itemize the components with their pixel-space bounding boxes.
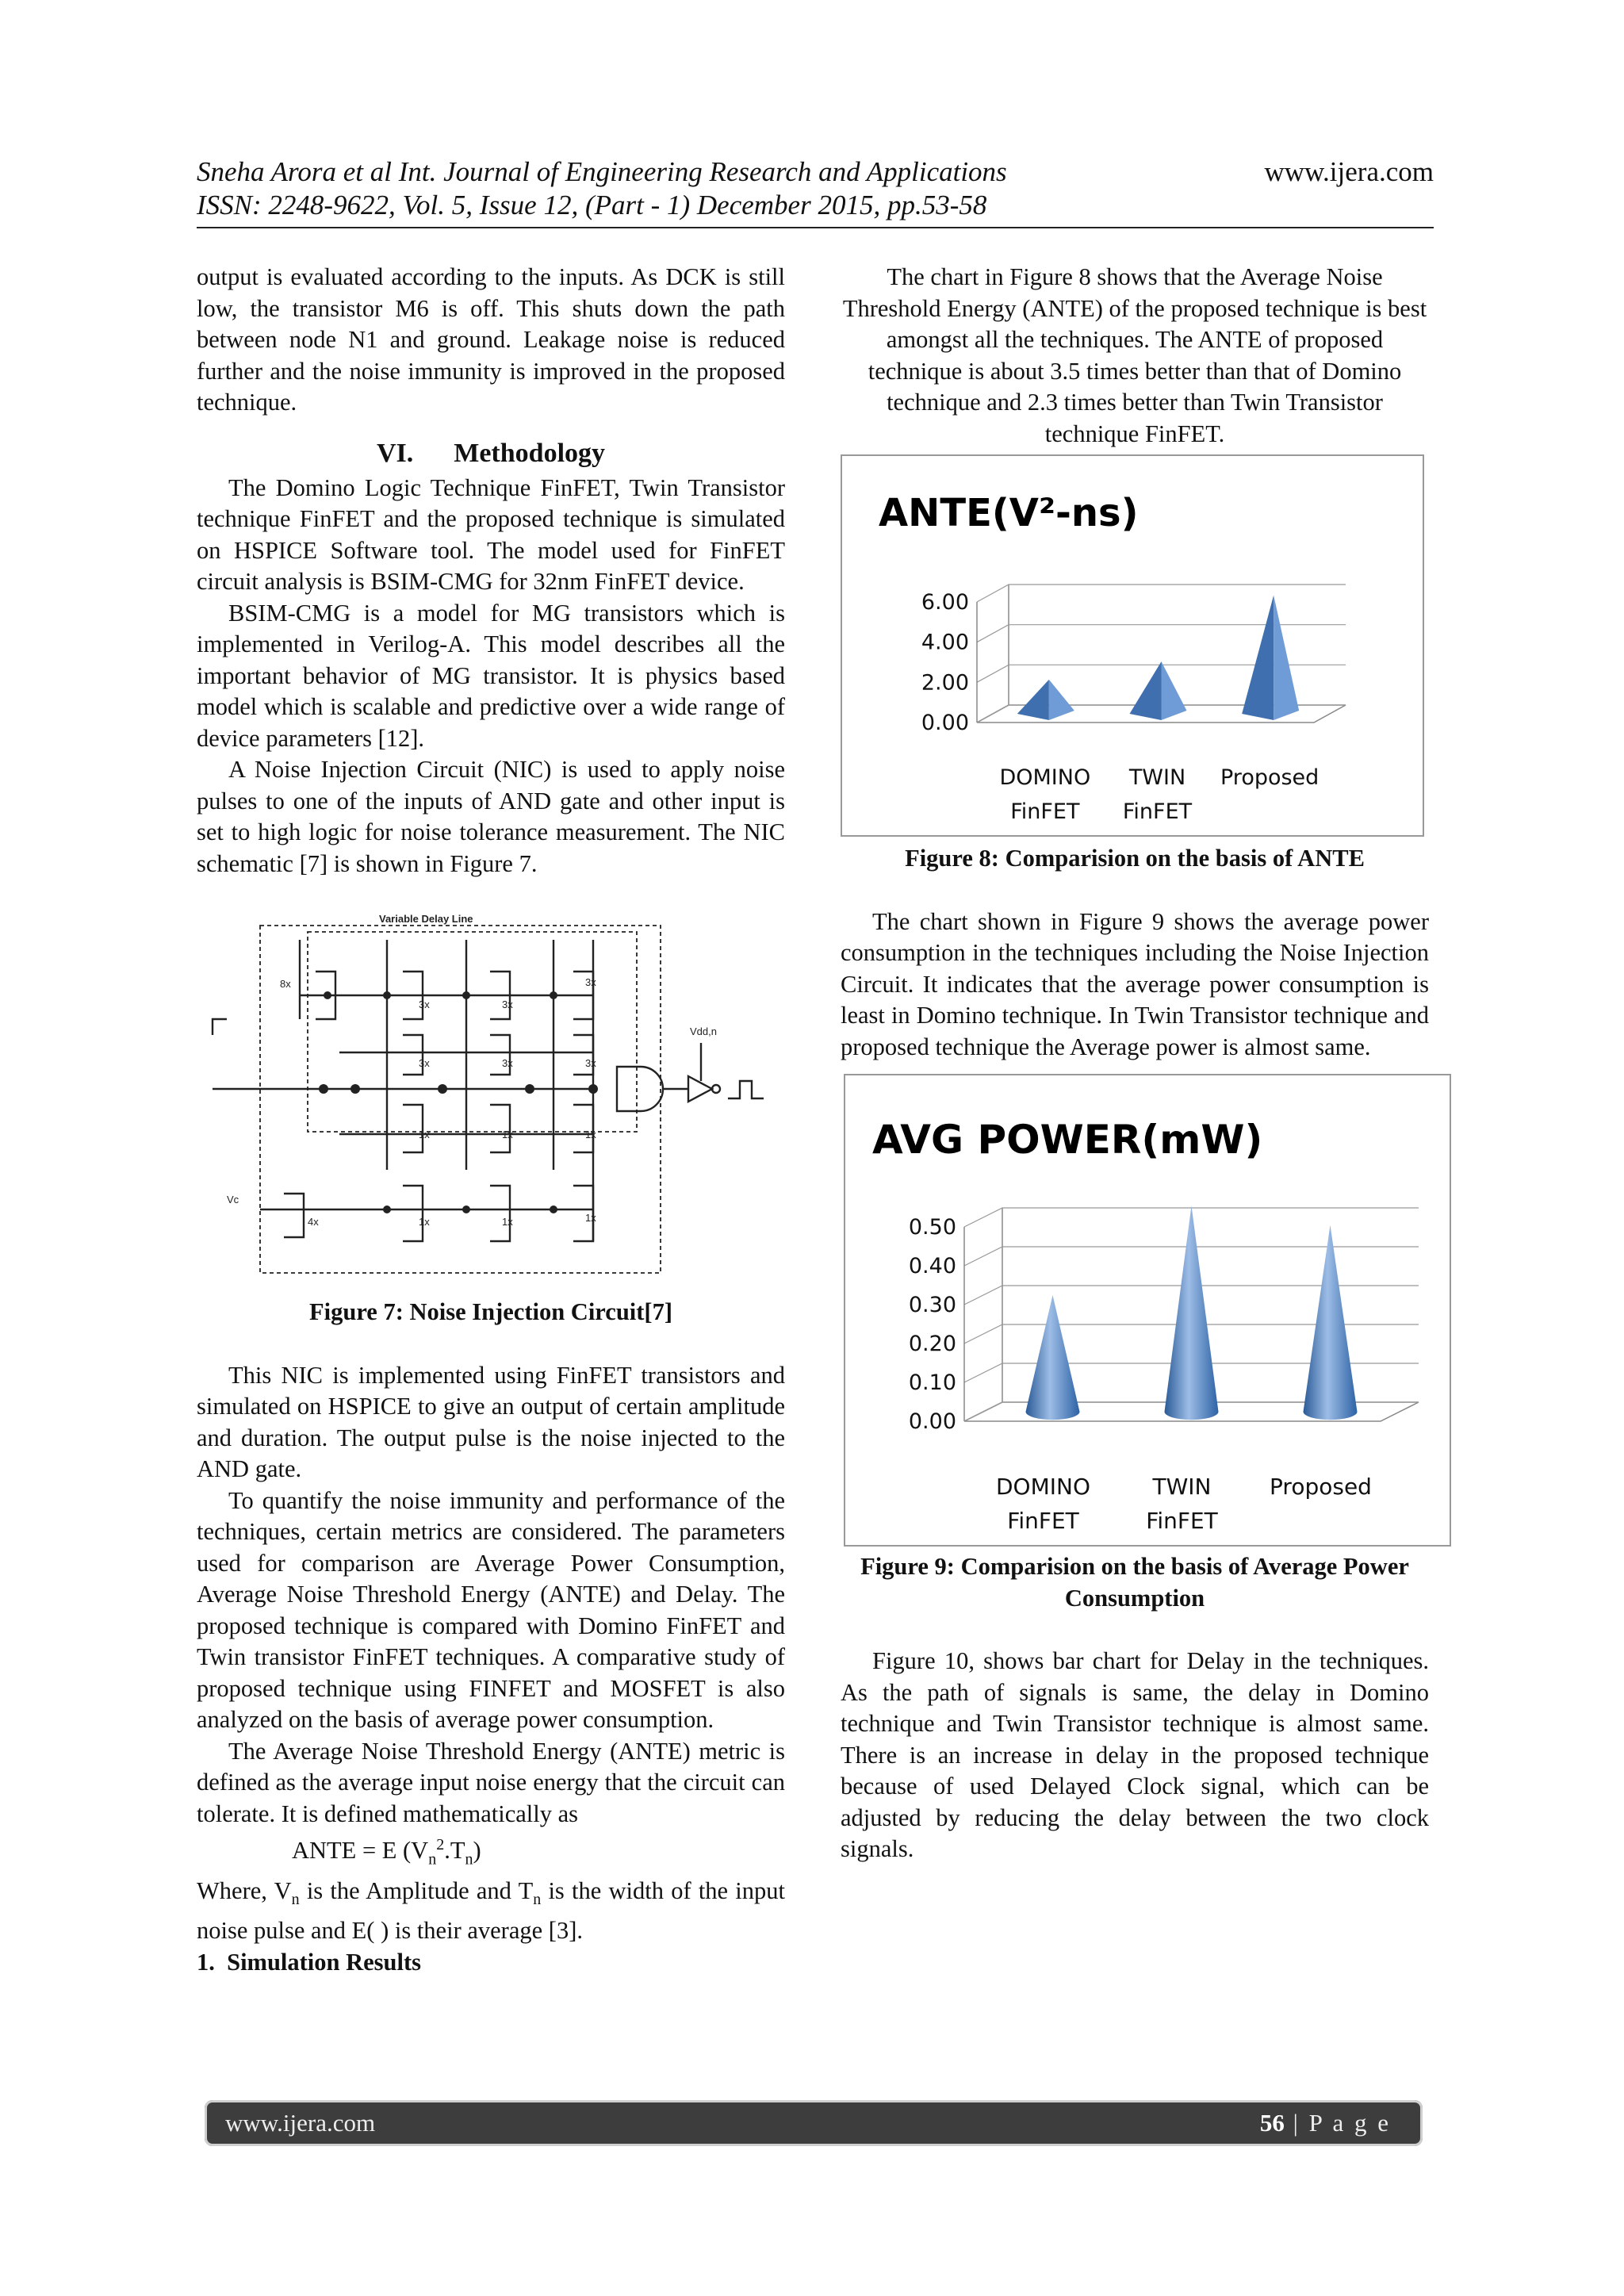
schematic-label: 3x [502,1057,513,1069]
right-paragraph-1: The chart in Figure 8 shows that the Average Noise Threshold Energy (ANTE) of the proposed technique is best amongst all the techniques. The ANTE of proposed technique is about 3.5 times better than that of Domino technique and 2.3 times better than Twin Transistor technique FinFET. [842,263,1427,447]
x-category-label: FinFET [1122,799,1193,824]
x-category-label: FinFET [1146,1508,1218,1534]
running-header [197,155,1434,222]
formula-text: ANTE = E (V [292,1837,429,1865]
x-category-label: FinFET [1010,799,1080,824]
y-tick-label: 4.00 [921,630,969,655]
page-label: | P a g e [1284,2109,1391,2137]
ante-chart-svg [842,456,1423,835]
section-heading-methodology: VI. Methodology [376,438,606,468]
right-paragraph-3: Figure 10, shows bar chart for Delay in the techniques. As the path of signals is same, the delay in Domino technique and Twin Transistor technique is almost same. There is an increase in delay in the proposed technique because of used Delayed Clock signal, which can be adjusted by reducing the delay between the two clock signals. [841,1647,1429,1862]
schematic-label: 3x [585,1057,596,1069]
left-paragraph-2: The Domino Logic Technique FinFET, Twin Transistor technique FinFET and the proposed technique is simulated on HSPICE Software tool. The model used for FinFET circuit analysis is BSIM-CMG for 32nm FinFET device. [197,473,785,595]
x-category-label: DOMINO [999,765,1091,790]
pyramid-mark [1049,680,1074,720]
figure-9-caption: Figure 9: Comparision on the basis of Average Power Consumption [860,1553,1409,1612]
schematic-label: 3x [419,999,430,1010]
where-paragraph [197,1876,785,1947]
left-paragraph-5: This NIC is implemented using FinFET transistors and simulated on HSPICE to give an output of certain amplitude and duration. The output pulse is the noise injected to the AND gate. [197,1361,785,1482]
schematic-label: Vdd,n [690,1025,717,1037]
schematic-title: Variable Delay Line [379,913,473,925]
avg-power-chart-svg [845,1075,1450,1545]
cone-mark [1165,1205,1219,1420]
left-paragraph-4: A Noise Injection Circuit (NIC) is used to apply noise pulses to one of the inputs of AND gate and other input is set to high logic for noise tolerance measurement. The NIC schematic [7] is shown in Figure 7. [197,756,785,877]
cone-mark [1304,1225,1358,1420]
schematic-label: 3x [419,1057,430,1069]
x-category-label: FinFET [1007,1508,1079,1534]
schematic-label: Vc [227,1194,239,1205]
figure-8-caption: Figure 8: Comparision on the basis of ANTE [905,845,1365,872]
y-tick-label: 0.00 [908,1409,956,1434]
header-issn: ISSN: 2248-9622, Vol. 5, Issue 12, (Part - 1) December 2015, pp.53-58 [197,190,987,220]
figure-7-caption: Figure 7: Noise Injection Circuit[7] [309,1298,672,1325]
cone-mark [1026,1295,1080,1420]
header-journal: Sneha Arora et al Int. Journal of Engineering Research and Applications [197,156,1007,187]
formula-sub: n [428,1850,437,1869]
pyramid-mark [1242,596,1274,720]
y-tick-label: 0.10 [908,1370,956,1395]
left-paragraph-3: BSIM-CMG is a model for MG transistors which is implemented in Verilog-A. This model describes all the important behavior of MG transistor. It is physics based model which is scalable and predictive over a wide range of device parameters [12]. [197,599,785,752]
footer-page [1260,2100,1391,2146]
x-category-label: TWIN [1128,765,1186,790]
simulation-results-heading: 1. Simulation Results [197,1948,422,1976]
footer-site[interactable]: www.ijera.com [225,2109,376,2137]
x-category-label: Proposed [1220,765,1320,790]
schematic-label: 1x [419,1216,430,1228]
formula-sup: 2 [436,1836,445,1853]
right-paragraph-2: The chart shown in Figure 9 shows the average power consumption in the techniques including the Noise Injection Circuit. It indicates that the average power consumption is least in Domino technique. In Twin Transistor technique and proposed technique the Average power is almost same. [841,907,1429,1060]
pyramid-mark [1130,661,1162,720]
figure-8-chart [841,454,1424,837]
nic-schematic-svg [197,908,785,1281]
y-tick-label: 0.20 [908,1332,956,1356]
gridline [977,625,1346,642]
y-tick-label: 6.00 [921,590,969,615]
schematic-label: 1x [502,1129,513,1140]
y-tick-label: 0.50 [908,1215,956,1240]
schematic-label: 8x [280,978,291,990]
chart-title: AVG POWER(mW) [872,1117,1263,1163]
schematic-label: 1x [585,1129,596,1140]
where-sub: n [291,1890,300,1908]
formula-text: .T [444,1837,465,1865]
schematic-label: 1x [502,1216,513,1228]
right-column [841,262,1429,1865]
figure-7-schematic [197,908,785,1281]
gridline [977,585,1346,602]
x-category-label: DOMINO [996,1474,1090,1500]
schematic-label: 1x [585,1212,596,1224]
pyramid-mark [1017,680,1049,720]
where-text: Where, V [197,1876,292,1904]
y-tick-label: 2.00 [921,670,969,696]
figure-9-chart [844,1074,1451,1547]
chart-wall [977,585,1009,723]
transistor-stubs [284,972,593,1241]
schematic-label: 3x [502,999,513,1010]
x-category-label: Proposed [1270,1474,1372,1500]
y-tick-label: 0.40 [908,1254,956,1278]
y-tick-label: 0.00 [921,711,969,735]
pyramid-mark [1162,661,1187,720]
header-rule [197,227,1434,228]
page-number: 56 [1259,2109,1285,2137]
formula-sub: n [465,1850,473,1869]
where-text: is the width of the input noise pulse and E( ) is their average [3]. [197,1876,785,1945]
left-paragraph-6: To quantify the noise immunity and performance of the techniques, certain metrics are considered. The parameters used for comparison are Average Power Consumption, Average Noise Threshold Energy (ANTE) and Delay. The proposed technique is compared with Domino FinFET and Twin transistor FinFET techniques. A comparative study of proposed technique using FINFET and MOSFET is also analyzed on the basis of average power consumption. [197,1486,785,1733]
left-column [197,262,785,1978]
pyramid-mark [1274,596,1299,720]
page-footer [205,2100,1423,2146]
x-category-label: TWIN [1152,1474,1212,1500]
header-site[interactable]: www.ijera.com [1264,156,1434,187]
ante-formula [197,1830,785,1876]
formula-text: ) [473,1837,481,1865]
left-paragraph-7: The Average Noise Threshold Energy (ANTE) metric is defined as the average input noise energy that the circuit can tolerate. It is defined mathematically as [197,1737,785,1827]
schematic-label: 3x [585,976,596,988]
left-paragraph-1: output is evaluated according to the inputs. As DCK is still low, the transistor M6 is off. This shuts down the path between node N1 and ground. Leakage noise is reduced further and the noise immunity is improved in the proposed technique. [197,263,785,416]
chart-wall [964,1208,1002,1421]
where-text: is the Amplitude and T [299,1876,534,1904]
y-tick-label: 0.30 [908,1293,956,1317]
where-sub: n [533,1890,542,1908]
schematic-label: 1x [419,1129,430,1140]
chart-title: ANTE(V²-ns) [879,491,1139,535]
schematic-label: 4x [308,1216,319,1228]
